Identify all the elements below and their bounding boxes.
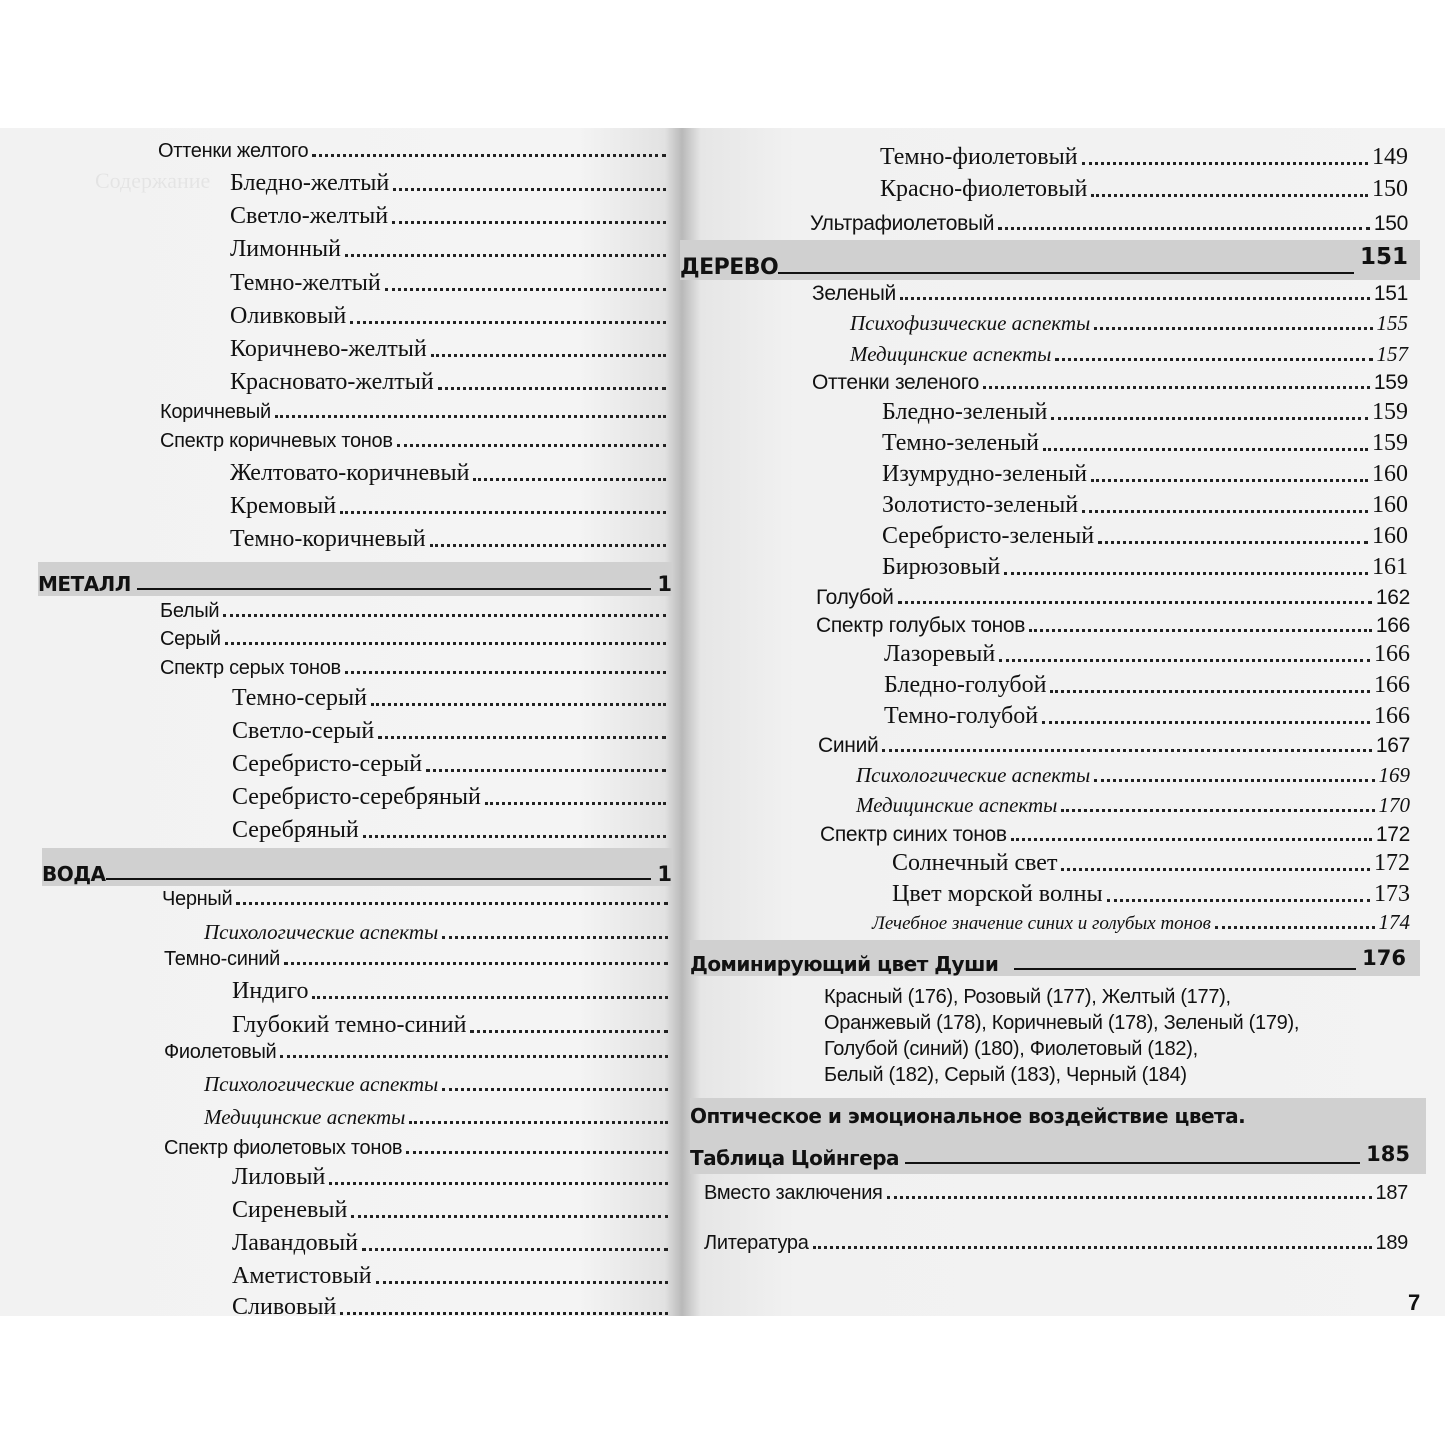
section-header-derevo[interactable]: ДЕРЕВО 151 (680, 240, 1420, 280)
toc-entry[interactable]: Серебристо-зеленый 160 (882, 523, 1408, 549)
toc-entry[interactable]: Глубокий темно-синий (232, 1012, 672, 1039)
toc-entry[interactable]: Темно-коричневый (230, 526, 670, 553)
toc-entry[interactable]: Сливовый (232, 1294, 672, 1316)
toc-entry[interactable]: Темно-желтый (230, 270, 670, 297)
toc-entry[interactable]: Индиго (232, 978, 672, 1005)
show-through-text: Содержание (95, 168, 211, 193)
toc-entry[interactable]: Вместо заключения 187 (704, 1182, 1408, 1204)
toc-entry[interactable]: Ультрафиолетовый 150 (810, 212, 1408, 235)
toc-entry[interactable]: Аметистовый (232, 1263, 672, 1290)
section-header-soul-color[interactable]: Доминирующий цвет Души 176 (690, 940, 1420, 976)
toc-entry[interactable]: Оливковый (230, 303, 670, 330)
toc-entry[interactable]: Зеленый 151 (812, 282, 1408, 305)
toc-entry[interactable]: Психологические аспекты 169 (856, 763, 1410, 787)
toc-entry[interactable]: Спектр фиолетовых тонов (164, 1137, 672, 1160)
section-header-voda[interactable]: ВОДА 1 (42, 848, 672, 886)
page-number: 7 (1408, 1290, 1421, 1315)
toc-entry[interactable]: Бледно-голубой 166 (884, 672, 1410, 698)
toc-entry[interactable]: Сиреневый (232, 1197, 672, 1224)
toc-entry[interactable]: Серебристо-серебряный (232, 784, 670, 811)
toc-entry[interactable]: Оттенки зеленого 159 (812, 371, 1408, 394)
toc-entry[interactable]: Солнечный свет 172 (892, 850, 1410, 876)
toc-entry[interactable]: Красно-фиолетовый 150 (880, 176, 1408, 202)
toc-entry[interactable]: Лимонный (230, 236, 670, 263)
toc-entry[interactable]: Темно-голубой 166 (884, 703, 1410, 729)
toc-entry[interactable]: Спектр синих тонов 172 (820, 823, 1410, 846)
toc-entry[interactable]: Психологические аспекты (204, 1072, 672, 1097)
left-page (0, 128, 672, 1316)
book-spread (0, 128, 1445, 1316)
toc-entry[interactable]: Кремовый (230, 493, 670, 520)
toc-entry[interactable]: Лавандовый (232, 1230, 672, 1257)
toc-entry[interactable]: Изумрудно-зеленый 160 (882, 461, 1408, 487)
toc-entry[interactable]: Коричневый (160, 401, 670, 424)
toc-entry[interactable]: Серебряный (232, 817, 670, 844)
toc-entry[interactable]: Лечебное значение синих и голубых тонов 174 (872, 910, 1410, 934)
toc-entry[interactable]: Бледно-желтый (230, 170, 670, 197)
toc-entry[interactable]: Оттенки желтого (158, 140, 670, 163)
toc-entry[interactable]: Темно-фиолетовый 149 (880, 144, 1408, 170)
toc-entry[interactable]: Литература 189 (704, 1232, 1408, 1254)
toc-entry[interactable]: Психофизические аспекты 155 (850, 311, 1408, 335)
section-header-metall[interactable]: МЕТАЛЛ 1 (38, 562, 672, 596)
toc-entry[interactable]: Темно-серый (232, 685, 670, 712)
section-header-optical[interactable]: Оптическое и эмоциональное воздействие цвета. Таблица Цойнгера 185 (690, 1098, 1426, 1174)
soul-color-list: Красный (176), Розовый (177), Желтый (177), Оранжевый (178), Коричневый (178), Зеленый (179), Голубой (синий) (180), Фиолетовый (182), Белый (182), Серый (183), Черный (184) (824, 986, 1300, 1086)
toc-entry[interactable]: Темно-синий (164, 948, 672, 971)
toc-entry[interactable]: Синий 167 (818, 734, 1410, 757)
toc-entry[interactable]: Лазоревый 166 (884, 641, 1410, 667)
toc-entry[interactable]: Спектр коричневых тонов (160, 430, 670, 453)
toc-entry[interactable]: Красновато-желтый (230, 369, 670, 396)
toc-entry[interactable]: Желтовато-коричневый (230, 460, 670, 487)
toc-entry[interactable]: Фиолетовый (164, 1041, 672, 1064)
toc-entry[interactable]: Медицинские аспекты 170 (856, 793, 1410, 817)
toc-entry[interactable]: Голубой 162 (816, 586, 1410, 609)
toc-entry[interactable]: Лиловый (232, 1164, 672, 1191)
toc-entry[interactable]: Коричнево-желтый (230, 336, 670, 363)
toc-entry[interactable]: Спектр серых тонов (160, 657, 670, 680)
toc-entry[interactable]: Светло-серый (232, 718, 670, 745)
toc-entry[interactable]: Медицинские аспекты (204, 1105, 672, 1130)
toc-entry[interactable]: Бледно-зеленый 159 (882, 399, 1408, 425)
toc-entry[interactable]: Бирюзовый 161 (882, 554, 1408, 580)
toc-entry[interactable]: Медицинские аспекты 157 (850, 342, 1408, 366)
toc-entry[interactable]: Серый (160, 628, 670, 651)
toc-entry[interactable]: Светло-желтый (230, 203, 670, 230)
toc-entry[interactable]: Психологические аспекты (204, 920, 672, 945)
toc-entry[interactable]: Золотисто-зеленый 160 (882, 492, 1408, 518)
right-page (672, 128, 1445, 1316)
toc-entry[interactable]: Спектр голубых тонов 166 (816, 614, 1410, 637)
toc-entry[interactable]: Белый (160, 600, 670, 623)
toc-entry[interactable]: Черный (162, 888, 672, 911)
toc-entry[interactable]: Серебристо-серый (232, 751, 670, 778)
toc-entry[interactable]: Темно-зеленый 159 (882, 430, 1408, 456)
toc-entry[interactable]: Цвет морской волны 173 (892, 881, 1410, 907)
